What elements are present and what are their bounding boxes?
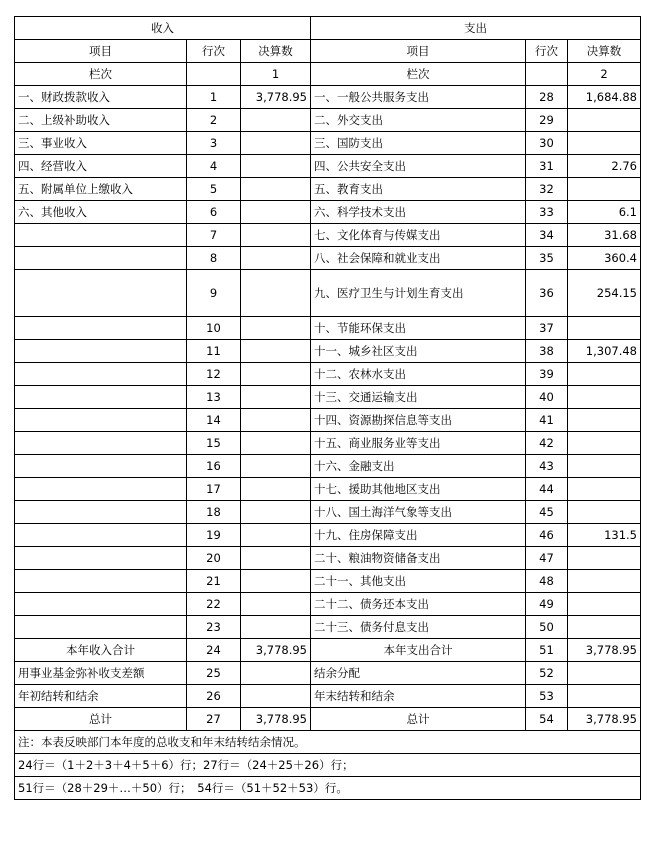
income-column-number: 1 [241,63,311,86]
note-text: 51行＝（28＋29＋…＋50）行； 54行＝（51＋52＋53）行。 [15,777,641,800]
income-line-cell: 16 [187,455,241,478]
expense-item-cell: 二、外交支出 [311,109,526,132]
expense-amount-cell [568,178,641,201]
income-item-cell [15,247,187,270]
income-line-cell: 11 [187,340,241,363]
expense-item-cell: 十四、资源勘探信息等支出 [311,409,526,432]
table-row [15,639,641,662]
expense-amount-cell: 254.15 [568,270,641,317]
income-line-cell: 5 [187,178,241,201]
expense-amount-cell [568,593,641,616]
income-amount-cell [241,155,311,178]
income-line-cell: 9 [187,270,241,317]
table-row [15,247,641,270]
income-amount-cell: 3,778.95 [241,86,311,109]
expense-header: 支出 [311,17,641,40]
table-row [15,224,641,247]
income-item-cell: 用事业基金弥补收支差额 [15,662,187,685]
expense-line-cell: 35 [526,247,568,270]
income-item-cell [15,363,187,386]
expense-amount-cell [568,570,641,593]
expense-amount-cell [568,616,641,639]
income-amount-cell [241,455,311,478]
income-line-cell: 4 [187,155,241,178]
income-amount-cell [241,386,311,409]
note-row [15,777,641,800]
table-row [15,109,641,132]
income-amount-cell [241,178,311,201]
income-item-cell: 四、经营收入 [15,155,187,178]
expense-line-cell: 45 [526,501,568,524]
expense-amount-cell [568,685,641,708]
table-row [15,340,641,363]
final-accounts-table [14,16,641,800]
expense-line-cell: 41 [526,409,568,432]
expense-line-cell: 44 [526,478,568,501]
expense-line-cell: 30 [526,132,568,155]
expense-line-cell: 48 [526,570,568,593]
income-line-cell: 14 [187,409,241,432]
income-amount-cell: 3,778.95 [241,708,311,731]
table-row [15,708,641,731]
expense-amount-cell [568,478,641,501]
income-item-cell [15,524,187,547]
expense-item-cell: 四、公共安全支出 [311,155,526,178]
income-amount-cell [241,478,311,501]
income-line-cell: 15 [187,432,241,455]
expense-line-cell: 53 [526,685,568,708]
expense-item-cell: 十一、城乡社区支出 [311,340,526,363]
income-item-cell: 五、附属单位上缴收入 [15,178,187,201]
income-line-cell: 6 [187,201,241,224]
expense-item-cell: 十九、住房保障支出 [311,524,526,547]
income-item-cell [15,547,187,570]
expense-amount-cell: 2.76 [568,155,641,178]
table-row [15,455,641,478]
income-line-cell: 22 [187,593,241,616]
expense-item-cell: 总计 [311,708,526,731]
expense-item-cell: 十六、金融支出 [311,455,526,478]
income-line-cell: 7 [187,224,241,247]
income-line-cell: 10 [187,317,241,340]
income-item-cell: 三、事业收入 [15,132,187,155]
table-row [15,132,641,155]
expense-item-cell: 十、节能环保支出 [311,317,526,340]
note-row [15,731,641,754]
expense-item-cell: 一、一般公共服务支出 [311,86,526,109]
income-line-cell: 26 [187,685,241,708]
income-amount-cell [241,132,311,155]
expense-line-cell: 54 [526,708,568,731]
expense-item-header: 项目 [311,40,526,63]
income-amount-cell [241,524,311,547]
income-line-cell: 12 [187,363,241,386]
income-amount-cell [241,662,311,685]
table-row [15,201,641,224]
expense-amount-cell [568,109,641,132]
income-line-header: 行次 [187,40,241,63]
expense-line-cell: 29 [526,109,568,132]
expense-line-cell: 51 [526,639,568,662]
income-line-cell: 20 [187,547,241,570]
expense-amount-cell: 31.68 [568,224,641,247]
income-column-label: 栏次 [15,63,187,86]
income-amount-cell [241,547,311,570]
income-amount-cell [241,685,311,708]
expense-line-cell: 40 [526,386,568,409]
table-row [15,501,641,524]
expense-amount-cell [568,409,641,432]
empty-cell [526,63,568,86]
expense-amount-header: 决算数 [568,40,641,63]
note-row [15,754,641,777]
income-amount-cell [241,317,311,340]
income-item-cell [15,593,187,616]
expense-amount-cell [568,547,641,570]
expense-line-cell: 34 [526,224,568,247]
table-row [15,432,641,455]
income-item-cell: 六、其他收入 [15,201,187,224]
expense-line-cell: 47 [526,547,568,570]
expense-amount-cell: 131.5 [568,524,641,547]
income-line-cell: 18 [187,501,241,524]
expense-amount-cell: 3,778.95 [568,708,641,731]
income-amount-cell [241,340,311,363]
income-line-cell: 24 [187,639,241,662]
expense-item-cell: 七、文化体育与传媒支出 [311,224,526,247]
expense-item-cell: 十三、交通运输支出 [311,386,526,409]
table-row [15,270,641,317]
expense-amount-cell [568,363,641,386]
expense-item-cell: 六、科学技术支出 [311,201,526,224]
expense-item-cell: 二十一、其他支出 [311,570,526,593]
table-row [15,662,641,685]
expense-amount-cell: 1,307.48 [568,340,641,363]
income-amount-cell [241,501,311,524]
expense-line-cell: 36 [526,270,568,317]
expense-amount-cell [568,132,641,155]
table-row [15,570,641,593]
income-item-cell [15,501,187,524]
income-item-cell [15,432,187,455]
expense-item-cell: 三、国防支出 [311,132,526,155]
income-item-cell [15,570,187,593]
note-text: 24行＝（1＋2＋3＋4＋5＋6）行；27行＝（24＋25＋26）行； [15,754,641,777]
income-item-cell [15,386,187,409]
income-amount-cell [241,224,311,247]
income-item-header: 项目 [15,40,187,63]
expense-amount-cell: 360.4 [568,247,641,270]
income-item-cell: 总计 [15,708,187,731]
income-item-cell [15,317,187,340]
income-amount-cell [241,247,311,270]
expense-item-cell: 五、教育支出 [311,178,526,201]
income-line-cell: 1 [187,86,241,109]
income-amount-cell: 3,778.95 [241,639,311,662]
expense-item-cell: 九、医疗卫生与计划生育支出 [311,270,526,317]
income-amount-cell [241,270,311,317]
expense-item-cell: 十八、国土海洋气象等支出 [311,501,526,524]
income-amount-cell [241,570,311,593]
table-row [15,317,641,340]
income-amount-cell [241,201,311,224]
income-item-cell [15,616,187,639]
expense-line-cell: 50 [526,616,568,639]
expense-amount-cell [568,501,641,524]
expense-item-cell: 年末结转和结余 [311,685,526,708]
expense-item-cell: 二十三、债务付息支出 [311,616,526,639]
expense-column-number: 2 [568,63,641,86]
income-line-cell: 17 [187,478,241,501]
expense-line-cell: 33 [526,201,568,224]
expense-item-cell: 八、社会保障和就业支出 [311,247,526,270]
income-item-cell: 本年收入合计 [15,639,187,662]
income-line-cell: 13 [187,386,241,409]
expense-line-cell: 32 [526,178,568,201]
income-item-cell: 年初结转和结余 [15,685,187,708]
expense-amount-cell [568,386,641,409]
expense-amount-cell: 1,684.88 [568,86,641,109]
expense-amount-cell [568,317,641,340]
income-line-cell: 27 [187,708,241,731]
expense-line-cell: 37 [526,317,568,340]
expense-item-cell: 二十二、债务还本支出 [311,593,526,616]
table-row [15,524,641,547]
expense-line-cell: 28 [526,86,568,109]
expense-item-cell: 十二、农林水支出 [311,363,526,386]
income-amount-cell [241,109,311,132]
expense-line-cell: 31 [526,155,568,178]
note-text: 注：本表反映部门本年度的总收支和年末结转结余情况。 [15,731,641,754]
table-row [15,363,641,386]
income-line-cell: 3 [187,132,241,155]
expense-amount-cell [568,432,641,455]
expense-item-cell: 本年支出合计 [311,639,526,662]
table-row [15,547,641,570]
income-amount-header: 决算数 [241,40,311,63]
expense-amount-cell [568,455,641,478]
expense-amount-cell: 3,778.95 [568,639,641,662]
table-row [15,478,641,501]
income-item-cell [15,340,187,363]
expense-line-cell: 42 [526,432,568,455]
table-row [15,593,641,616]
income-line-cell: 25 [187,662,241,685]
expense-line-header: 行次 [526,40,568,63]
income-amount-cell [241,593,311,616]
income-line-cell: 19 [187,524,241,547]
income-item-cell [15,409,187,432]
expense-amount-cell: 6.1 [568,201,641,224]
income-item-cell [15,478,187,501]
income-item-cell: 一、财政拨款收入 [15,86,187,109]
income-item-cell: 二、上级补助收入 [15,109,187,132]
expense-line-cell: 46 [526,524,568,547]
table-row [15,178,641,201]
table-row [15,86,641,109]
expense-item-cell: 十七、援助其他地区支出 [311,478,526,501]
expense-line-cell: 49 [526,593,568,616]
income-item-cell [15,270,187,317]
table-row [15,386,641,409]
income-item-cell [15,224,187,247]
expense-line-cell: 39 [526,363,568,386]
expense-column-label: 栏次 [311,63,526,86]
expense-item-cell: 二十、粮油物资储备支出 [311,547,526,570]
expense-amount-cell [568,662,641,685]
table-row [15,409,641,432]
income-amount-cell [241,616,311,639]
income-line-cell: 2 [187,109,241,132]
table-row [15,685,641,708]
empty-cell [187,63,241,86]
expense-item-cell: 十五、商业服务业等支出 [311,432,526,455]
income-line-cell: 8 [187,247,241,270]
income-amount-cell [241,432,311,455]
table-row [15,155,641,178]
income-line-cell: 21 [187,570,241,593]
expense-item-cell: 结余分配 [311,662,526,685]
income-amount-cell [241,409,311,432]
expense-line-cell: 43 [526,455,568,478]
table-row [15,616,641,639]
income-amount-cell [241,363,311,386]
income-line-cell: 23 [187,616,241,639]
income-header: 收入 [15,17,311,40]
income-item-cell [15,455,187,478]
expense-line-cell: 38 [526,340,568,363]
expense-line-cell: 52 [526,662,568,685]
